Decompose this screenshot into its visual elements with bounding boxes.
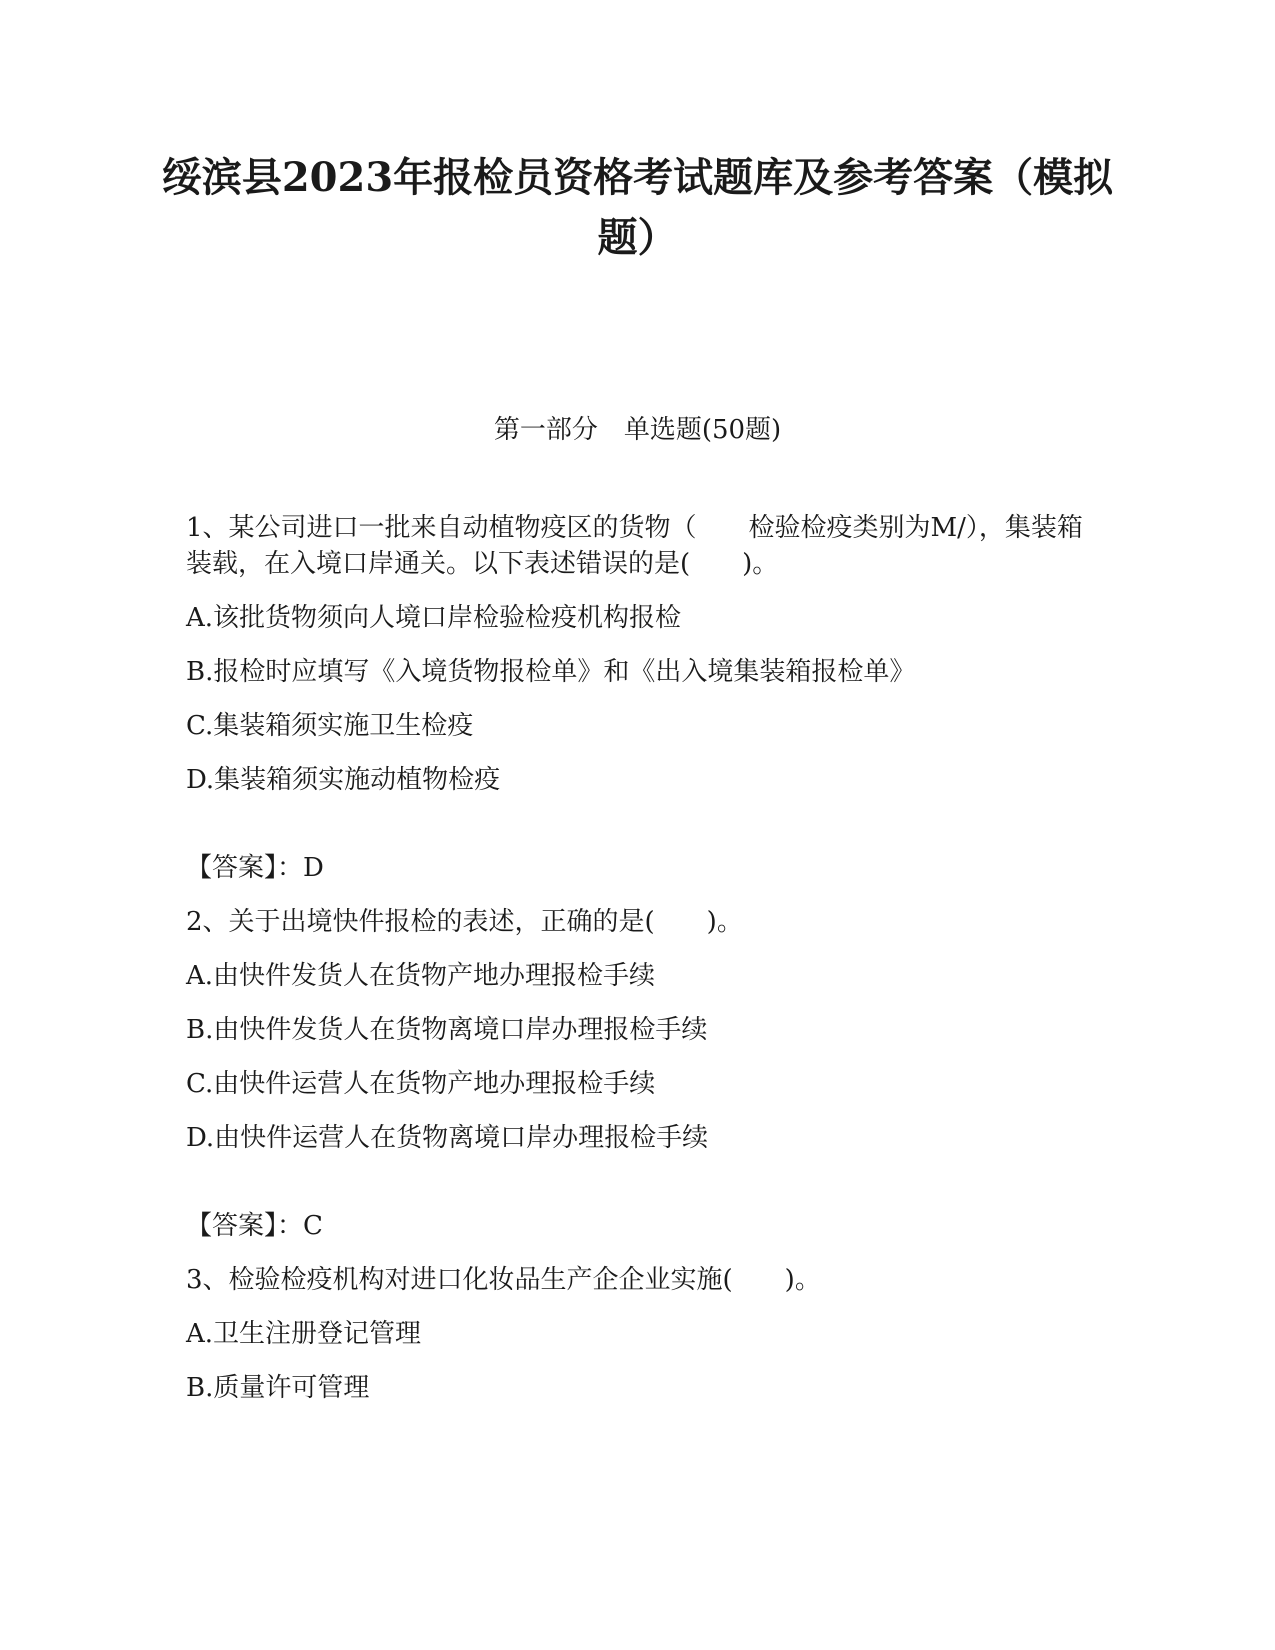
option-a: A.由快件发货人在货物产地办理报检手续 — [186, 961, 656, 991]
option-a: A.该批货物须向人境口岸检验检疫机构报检 — [186, 603, 682, 633]
question-list — [186, 510, 1086, 1406]
question-1 — [186, 510, 1086, 886]
option-c: C.由快件运营人在货物产地办理报检手续 — [186, 1069, 656, 1099]
option-d: D.集装箱须实施动植物检疫 — [186, 765, 501, 795]
document-title: 绥滨县2023年报检员资格考试题库及参考答案（模拟题） — [161, 154, 1114, 261]
option-b: B.由快件发货人在货物离境口岸办理报检手续 — [186, 1015, 708, 1045]
option-d: D.由快件运营人在货物离境口岸办理报检手续 — [186, 1123, 709, 1153]
option-c: C.集装箱须实施卫生检疫 — [186, 711, 474, 741]
answer-line: 【答案】：D — [186, 853, 324, 883]
question-stem: 2、关于出境快件报检的表述，正确的是( )。 — [186, 907, 743, 937]
option-a: A.卫生注册登记管理 — [186, 1319, 422, 1349]
option-b: B.质量许可管理 — [186, 1373, 370, 1403]
question-stem: 3、检验检疫机构对进口化妆品生产企企业实施( )。 — [186, 1265, 821, 1295]
answer-line: 【答案】：C — [186, 1211, 323, 1241]
option-b: B.报检时应填写《入境货物报检单》和《出入境集装箱报检单》 — [186, 657, 916, 687]
question-2 — [186, 904, 1086, 1244]
question-3 — [186, 1262, 1086, 1406]
question-stem: 1、某公司进口一批来自动植物疫区的货物（ 检验检疫类别为M/），集装箱装载，在入境口岸通关。以下表述错误的是( )。 — [186, 513, 1083, 579]
section-heading: 第一部分 单选题(50题) — [493, 415, 782, 445]
